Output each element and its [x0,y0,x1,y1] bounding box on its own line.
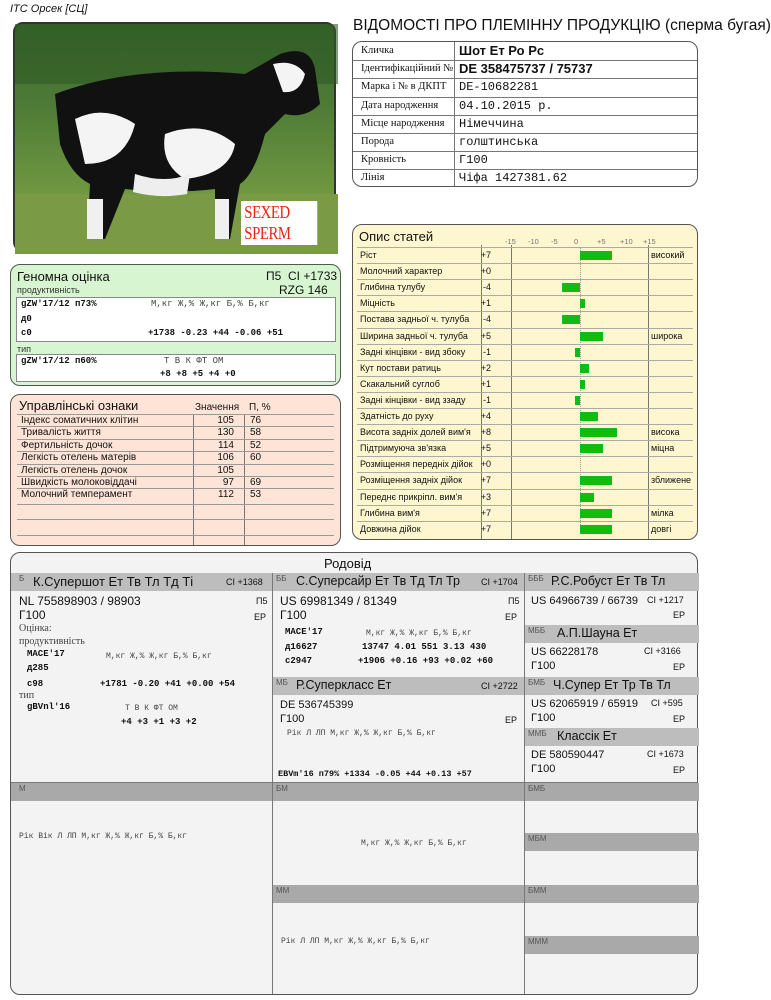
bb-cols: М,кг Ж,% Ж,кг Б,% Б,кг [366,629,472,638]
mb-name: Р.Суперкласс Ет [296,678,392,692]
management-panel [10,394,341,546]
bmb-blood: Г100 [531,712,556,724]
b-mace: MACE'17 [27,649,65,659]
b-type-values: +4 +3 +1 +3 +2 [121,717,197,727]
bb-c: с2947 [285,656,313,666]
mmb-name: Классік Ет [557,729,617,743]
system-label: ІТС Орсек [СЦ] [10,3,88,15]
trait-value: +1 [480,298,491,309]
info-value: Чіфа 1427381.62 [459,171,568,186]
management-col-value: Значення [195,402,240,413]
bbb-name: Р.С.Робуст Ет Тв Тл [551,574,666,588]
trait-desc: міцна [651,443,675,454]
pedigree-title: Родовід [324,556,372,571]
bb-p: П5 [508,596,520,606]
trait-value: +7 [480,250,491,260]
management-row-name: Легкість отелень дочок [21,464,128,476]
trait-name: Переднє прикріпл. вим'я [360,491,463,502]
trait-desc: зближене [651,475,692,486]
traits-axis-tick: -5 [551,237,558,246]
trait-value: +5 [480,443,491,454]
management-row-value: 112 [218,489,234,501]
b-gbv: gBVnl'16 [27,702,71,712]
trait-value: +5 [480,330,491,341]
document-title: ВІДОМОСТІ ПРО ПЛЕМІННУ ПРОДУКЦІЮ (сперма бугая) [353,17,771,34]
mmb-id: DE 580590447 [531,749,605,761]
trait-bar [580,332,603,341]
trait-desc: висока [651,427,680,438]
trait-name: Кут постави ратиць [360,362,441,373]
bm-cols: М,кг Ж,% Ж,кг Б,% Б,кг [361,839,467,848]
management-row-name: Молочний темперамент [21,489,133,501]
mb-blood: Г100 [280,713,305,725]
trait-desc: довгі [651,523,672,534]
bb-ci: CI +1704 [481,577,518,587]
mb-ep: ЕР [505,715,518,725]
traits-axis-tick: +5 [597,237,606,246]
tag-m: М [19,784,26,793]
trait-bar [562,283,580,292]
b-p: П5 [256,596,268,606]
bb-mace: MACE'17 [285,627,323,637]
b-name: К.Супершот Ет Тв Тл Тд Ті [33,574,194,589]
b-d: д285 [27,663,49,673]
b-cols: М,кг Ж,% Ж,кг Б,% Б,кг [106,652,212,661]
genomic-c0: с0 [21,328,32,338]
genomic-type-row-label: gZW'17/12 п60% [21,356,97,366]
genomic-p: П5 [266,269,282,283]
info-table [352,41,698,187]
b-c-values: +1781 -0.20 +41 +0.00 +54 [100,679,236,689]
trait-value: -4 [482,282,491,293]
genomic-d0: д0 [21,314,32,324]
info-value: Німеччина [459,116,524,131]
traits-axis-tick: -10 [528,237,539,246]
b-ci: CI +1368 [226,577,263,587]
b-ep: ЕР [254,612,267,622]
trait-value: +7 [480,475,491,486]
trait-name: Здатність до руху [360,411,434,421]
management-col-p: П, % [249,402,271,413]
tag-b: Б [19,574,25,583]
info-label: Дата народження [361,99,439,111]
trait-name: Підтримуюча зв'язка [360,443,447,454]
management-row-p: 52 [250,439,262,451]
management-row-p: 58 [250,427,262,439]
bmb-ep: ЕР [673,714,686,724]
genomic-title: Геномна оцінка [17,269,110,284]
trait-name: Задні кінцівки - вид ззаду [360,394,466,405]
info-value: DE-10682281 [459,80,539,95]
trait-bar [580,493,594,502]
mb-id: DE 536745399 [280,699,354,711]
mbb-id: US 66228178 [531,646,599,658]
trait-bar [580,444,603,453]
trait-bar [580,476,612,485]
management-row-p: 76 [250,415,262,426]
info-label: Місце народження [361,117,445,129]
pedigree-panel [10,552,698,995]
trait-name: Ріст [360,250,377,260]
trait-value: +1 [480,378,491,389]
management-row-value: 130 [217,427,234,439]
bb-id: US 69981349 / 81349 [280,594,397,608]
info-value: DE 358475737 / 75737 [459,61,593,77]
mbb-ep: ЕР [673,662,686,672]
management-row-name: Тривалість життя [21,427,101,439]
trait-value: -4 [482,314,491,325]
trait-value: -1 [482,394,491,405]
management-row-p: 60 [250,452,262,464]
management-row-p: 53 [250,489,262,501]
genomic-type-cols: Т В К ФТ ОМ [164,356,224,366]
m-cols: Рік Вік Л ЛП М,кг Ж,% Ж,кг Б,% Б,кг [19,832,188,841]
bb-ep: ЕР [505,612,518,622]
traits-axis-tick: +10 [620,237,633,246]
trait-name: Міцність [360,298,395,309]
b-blood: Г100 [19,608,46,622]
management-row-name: Індекс соматичних клітин [21,415,139,426]
info-label: Марка і № в ДКПТ [361,81,447,93]
tag-mbb: МББ [528,626,546,635]
trait-desc: мілка [651,507,674,518]
genomic-prod-cols: М,кг Ж,% Ж,кг Б,% Б,кг [151,299,270,309]
tag-mbm: МБМ [528,834,547,843]
bb-d-values: 13747 4.01 551 3.13 430 [362,642,487,652]
b-id: NL 755898903 / 98903 [19,594,141,608]
genomic-subtitle: продуктивність [17,285,80,295]
genomic-type-label: тип [17,344,32,354]
bb-name: С.Суперсайр Ет Тв Тд Тл Тр [296,574,460,588]
b-c-label: с98 [27,679,44,689]
trait-bar [575,396,580,405]
trait-desc: широка [651,330,683,341]
management-row-name: Легкість отелень матерів [21,452,137,464]
b-type: тип [19,690,35,701]
bbb-id: US 64966739 / 66739 [531,595,639,607]
trait-bar [575,348,580,357]
info-label: Кличка [361,45,394,56]
bmb-name: Ч.Супер Ет Тр Тв Тл [553,678,671,692]
trait-name: Молочний характер [360,266,443,277]
mbb-blood: Г100 [531,660,556,672]
trait-value: +2 [480,362,491,373]
trait-bar [580,299,585,308]
bmb-ci: CI +595 [651,698,683,708]
tag-bm: БМ [276,784,288,793]
trait-name: Висота задніх долей вим'я [360,427,471,438]
info-value: Г100 [459,153,488,168]
sexed-sperm-stamp: SEXED SPERM [241,201,317,245]
trait-bar [580,509,612,518]
traits-title: Опис статей [359,229,434,244]
trait-value: +7 [480,507,491,518]
info-label: Лінія [361,172,385,184]
trait-name: Глибина тулубу [360,282,426,293]
tag-bbb: БББ [528,574,544,583]
trait-name: Розміщення задніх дійок [360,475,463,486]
genomic-c0-values: +1738 -0.23 +44 -0.06 +51 [148,328,284,338]
mbb-ci: CI +3166 [644,646,681,656]
mmb-ci: CI +1673 [647,749,684,759]
bb-blood: Г100 [280,608,307,622]
traits-panel [352,224,698,540]
trait-bar [580,428,617,437]
tag-bmb: БМБ [528,678,546,687]
tag-mb: МБ [276,678,288,687]
trait-name: Ширина задньої ч. тулуба [360,330,468,341]
mbb-name: А.П.Шауна Ет [557,626,638,640]
trait-value: -1 [482,346,491,357]
info-label: Ідентифікаційний № [361,63,454,75]
trait-bar [580,364,589,373]
bmb-id: US 62065919 / 65919 [531,698,639,710]
info-value: 04.10.2015 р. [459,98,553,113]
trait-value: +8 [480,427,491,438]
b-prod: продуктивність [19,636,85,647]
trait-name: Постава задньої ч. тулуба [360,314,470,325]
trait-name: Глибина вим'я [360,507,420,518]
mb-ebv: EBVm'16 п79% +1334 -0.05 +44 +0.13 +57 [278,769,472,779]
management-row-name: Фертильність дочок [21,439,113,451]
tag-bmm: БММ [528,886,547,895]
traits-axis-tick: 0 [574,237,579,246]
tag-mm: ММ [276,886,290,895]
trait-name: Довжина дійок [360,523,421,534]
bbb-ep: ЕР [673,610,686,620]
mmb-blood: Г100 [531,763,556,775]
management-row-name: Швидкість молоковіддачі [21,477,137,488]
trait-bar [580,525,612,534]
genomic-panel [10,264,341,386]
trait-bar [580,380,585,389]
bb-d: д16627 [285,642,318,652]
management-row-value: 105 [217,415,234,426]
trait-value: +4 [480,411,491,421]
tag-mmm: МММ [528,937,548,946]
genomic-rzg: RZG 146 [279,283,328,297]
traits-axis-tick: -15 [505,237,516,246]
trait-value: +0 [480,266,491,277]
tag-bb: ББ [276,574,287,583]
tag-mmb: ММБ [528,729,547,738]
trait-name: Розміщення передніх дійок [360,459,473,470]
info-label: Кровність [361,154,407,166]
trait-bar [580,251,612,260]
management-row-value: 105 [217,464,234,476]
management-row-p: 69 [250,477,262,488]
trait-value: +3 [480,491,491,502]
management-title: Управлінські ознаки [19,398,139,413]
mb-ci: CI +2722 [481,681,518,691]
info-value: Шот Ет Ро Рс [459,43,545,58]
genomic-prod-label: gZW'17/12 п73% [21,299,97,309]
trait-value: +0 [480,459,491,470]
trait-value: +7 [480,523,491,534]
management-row-value: 106 [217,452,234,464]
trait-bar [580,412,598,421]
info-label: Порода [361,136,395,147]
tag-bmb2: БМБ [528,784,546,793]
bull-photo [13,22,336,252]
mm-cols: Рік Л ЛП М,кг Ж,% Ж,кг Б,% Б,кг [281,937,430,946]
bb-c-values: +1906 +0.16 +93 +0.02 +60 [358,656,494,666]
traits-axis-tick: +15 [643,237,656,246]
genomic-ci: CI +1733 [288,269,338,283]
mmb-ep: ЕР [673,765,686,775]
trait-bar [562,315,580,324]
management-row-value: 114 [218,439,234,451]
b-type-cols: Т В К ФТ ОМ [125,704,178,713]
bbb-ci: CI +1217 [647,595,684,605]
trait-name: Скакальний суглоб [360,378,440,389]
genomic-type-values: +8 +8 +5 +4 +0 [160,369,236,379]
info-value: голштинська [459,135,539,149]
b-eval: Оцінка: [19,623,52,634]
mb-cols: Рік Л ЛП М,кг Ж,% Ж,кг Б,% Б,кг [287,729,436,738]
trait-desc: високий [651,250,685,260]
management-row-value: 97 [222,477,234,488]
trait-name: Задні кінцівки - вид збоку [360,346,466,357]
